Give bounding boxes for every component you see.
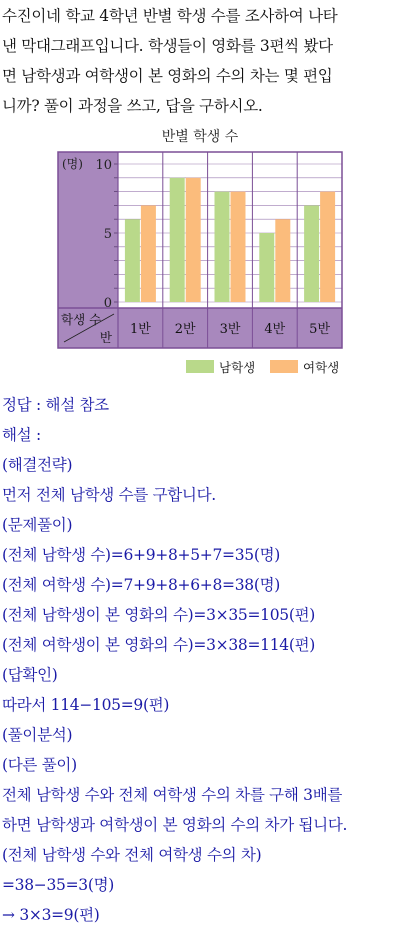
y-unit-label: (명) <box>62 157 83 171</box>
problem-line: 니까? 풀이 과정을 쓰고, 답을 구하시오. <box>2 97 263 115</box>
chart-title: 반별 학생 수 <box>161 129 239 145</box>
solution-line: 전체 남학생 수와 전체 여학생 수의 차를 구해 3배를 <box>2 786 343 804</box>
bar-male <box>259 233 274 302</box>
y-tick-label: 10 <box>95 158 112 173</box>
x-tick-label: 3반 <box>219 322 241 337</box>
explanation-heading: 해설 : <box>2 426 41 444</box>
chart-svg <box>0 126 400 375</box>
y-tick-label: 0 <box>103 296 112 311</box>
corner-label-top: 학생 수 <box>61 312 102 327</box>
solution-line: 하면 남학생과 여학생이 본 영화의 수의 차가 됩니다. <box>2 816 348 834</box>
x-tick-label: 1반 <box>129 322 151 337</box>
bar-male <box>170 178 185 302</box>
answer-line: 정답 : 해설 참조 <box>2 396 109 414</box>
corner-label-bottom: 반 <box>99 330 112 345</box>
problem-line: 면 남학생과 여학생이 본 영화의 수의 차는 몇 편입 <box>2 67 333 85</box>
solution-line: (전체 남학생 수와 전체 여학생 수의 차) <box>2 846 262 864</box>
section-label: (문제풀이) <box>2 516 73 534</box>
solution-line: → 3×3=9(편) <box>2 906 100 924</box>
section-label: (해결전략) <box>2 456 73 474</box>
section-label: (다른 풀이) <box>2 756 77 774</box>
bar-female <box>141 205 156 302</box>
solution-line: (전체 여학생 수)=7+9+8+6+8=38(명) <box>2 576 281 594</box>
bar-male <box>215 192 230 302</box>
problem-text <box>2 1 398 121</box>
legend-swatch-male <box>186 360 214 373</box>
solution-line: 먼저 전체 남학생 수를 구합니다. <box>2 486 216 504</box>
bar-female <box>275 219 290 302</box>
problem-line: 수진이네 학교 4학년 반별 학생 수를 조사하여 나타 <box>2 7 338 25</box>
section-label: (풀이분석) <box>2 726 73 744</box>
legend-label-female: 여학생 <box>303 360 340 375</box>
solution-line: (전체 남학생이 본 영화의 수)=3×35=105(편) <box>2 606 316 624</box>
solution-line: 따라서 114−105=9(편) <box>2 696 170 714</box>
x-tick-label: 5반 <box>309 322 331 337</box>
problem-line: 낸 막대그래프입니다. 학생들이 영화를 3편씩 봤다 <box>2 37 333 55</box>
bar-female <box>186 178 201 302</box>
x-tick-label: 2반 <box>174 322 196 337</box>
y-tick-label: 5 <box>103 227 112 242</box>
bar-female <box>320 192 335 302</box>
solution-line: (전체 남학생 수)=6+9+8+5+7=35(명) <box>2 546 281 564</box>
bar-chart <box>0 126 400 375</box>
solution-line: (전체 여학생이 본 영화의 수)=3×38=114(편) <box>2 636 316 654</box>
solution-text <box>2 390 398 930</box>
bar-male <box>125 219 140 302</box>
bar-male <box>304 205 319 302</box>
bar-female <box>231 192 246 302</box>
legend-label-male: 남학생 <box>219 360 256 375</box>
solution-line: =38−35=3(명) <box>2 876 115 894</box>
x-tick-label: 4반 <box>264 322 286 337</box>
section-label: (답확인) <box>2 666 58 684</box>
legend-swatch-female <box>270 360 298 373</box>
